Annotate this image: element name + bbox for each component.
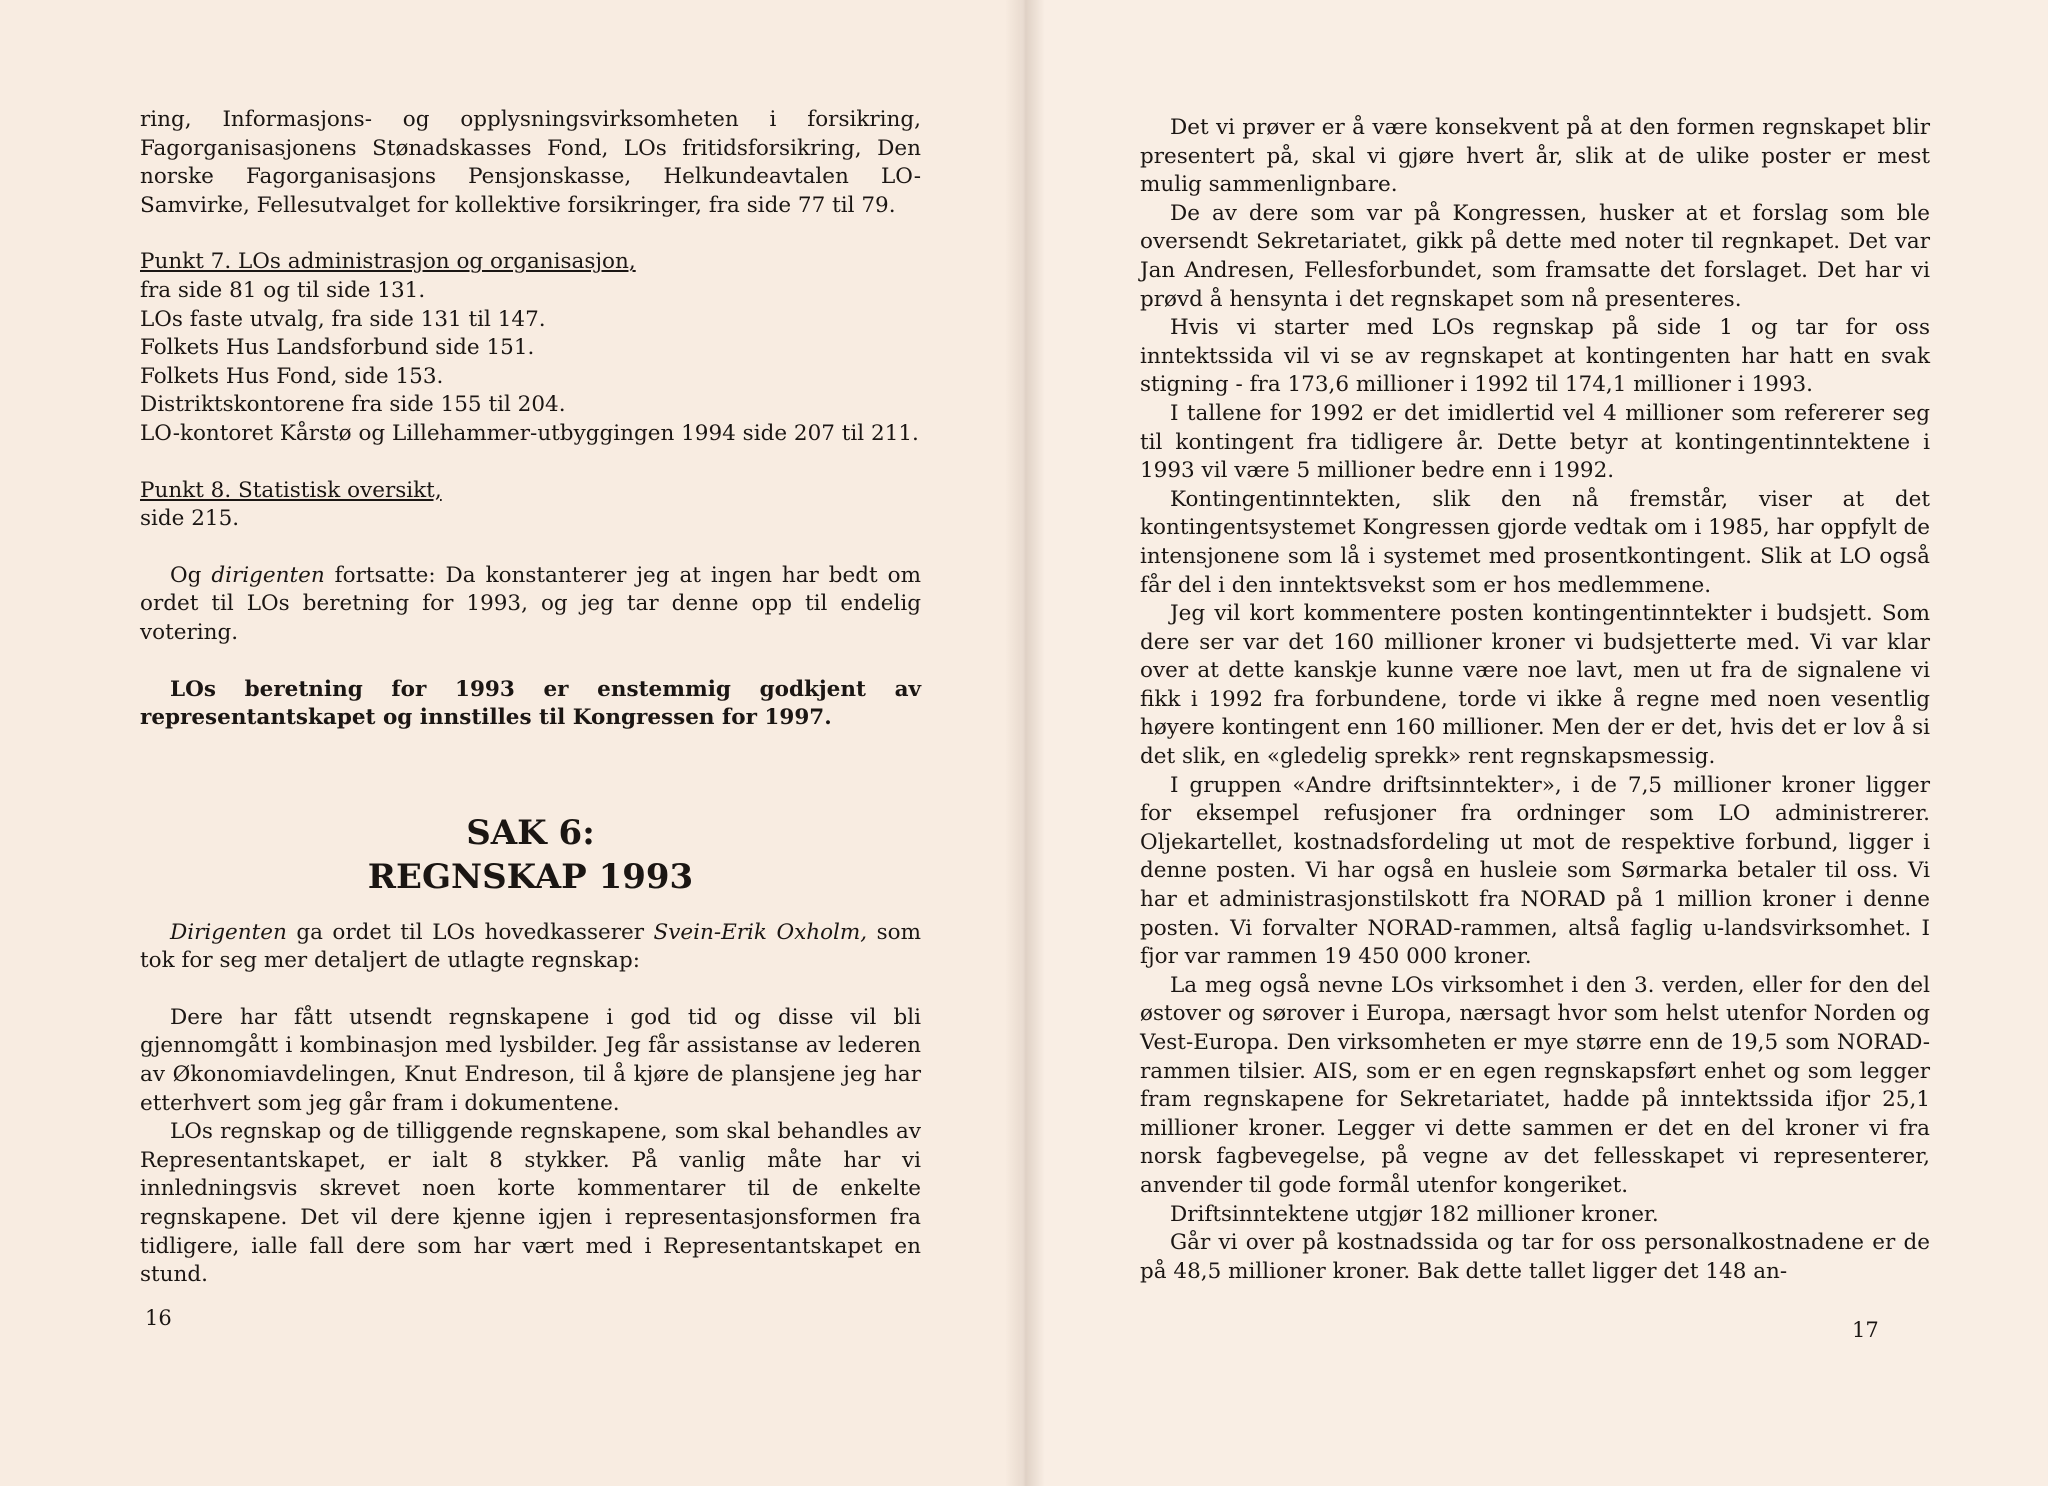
spacer (140, 648, 921, 676)
paragraph: Går vi over på kostnadssida og tar for oss personalkostnadene er de på 48,5 millioner kroner. Bak dette tallet ligger det 148 an- (1140, 1230, 1930, 1284)
spacer (140, 733, 921, 811)
dirigent-paragraph (140, 562, 921, 648)
sak-heading: SAK 6: (466, 812, 595, 853)
punkt8-heading: Punkt 8. Statistisk oversikt, (140, 477, 442, 503)
oxholm-rest: som tok for seg mer detaljert de utlagte regnskap: (140, 919, 922, 974)
paragraph: Driftsinntektene utgjør 182 millioner kroner. (1170, 1201, 1659, 1227)
right-text-column (1140, 114, 1930, 1286)
dirigent-rest: fortsatte: Da konstanterer jeg at ingen har bedt om ordet til LOs beretning for 1993, og jeg tar denne opp til endelig votering. (140, 562, 921, 645)
oxholm-paragraph (140, 919, 921, 976)
paragraph: De av dere som var på Kongressen, husker at et forslag som ble oversendt Sekretariatet, gikk på dette med noter til regnkapet. Det var Jan Andresen, Fellesforbundet, som framsatte det forslaget. Det har vi prøvd å hensynta i det regnskapet som nå presenteres. (1140, 200, 1930, 312)
paragraph: Kontingentinntekten, slik den nå fremstår, viser at det kontingentsystemet Kongressen gjorde vedtak om i 1985, har oppfylt de intensjonene som lå i systemet med prosentkontingent. Slik at LO også får del i den inntektsvekst som er hos medlemmene. (1140, 486, 1930, 598)
paragraph: I tallene for 1992 er det imidlertid vel 4 millioner som refererer seg til kontingent fra tidligere år. Dette betyr at kontingentinntektene i 1993 vil være 5 millioner bedre enn i 1992. (1140, 400, 1930, 484)
punkt7-line: Folkets Hus Fond, side 153. (140, 363, 444, 389)
resolution-paragraph: LOs beretning for 1993 er enstemmig godkjent av representantskapet og innstilles til Kongressen for 1997. (140, 676, 921, 731)
punkt7-line: fra side 81 og til side 131. (140, 277, 426, 303)
page-number-left: 16 (145, 1306, 172, 1330)
page-number-right: 17 (1852, 1318, 1879, 1342)
punkt8-line: side 215. (140, 506, 240, 532)
paragraph-los-regnskap: LOs regnskap og de tilliggende regnskapene, som skal behandles av Representantskapet, er ialt 8 stykker. På vanlig måte har vi innledningsvis skrevet noen korte kommentarer til de enkelte regnskapene. Det vil dere kjenne igjen i representasjonsformen fra tidligere, ialle fall dere som har vært med i Representantskapet en stund. (140, 1119, 921, 1288)
dirigenten-italic: Dirigenten (170, 919, 287, 945)
punkt7-line: LO-kontoret Kårstø og Lillehammer-utbyggingen 1994 side 207 til 211. (140, 420, 919, 446)
left-text-column (140, 106, 921, 1290)
left-page (0, 0, 1020, 1486)
sak-title: REGNSKAP 1993 (367, 856, 694, 897)
intro-paragraph: ring, Informasjons- og opplysningsvirksomheten i forsikring, Fagorganisasjonens Stønadskasses Fond, LOs fritidsforsikring, Den norske Fagorganisasjons Pensjonskasse, Helkundeavtalen LO-Samvirke, Fellesutvalget for kollektive forsikringer, fra side 77 til 79. (140, 107, 921, 218)
punkt7-line: Folkets Hus Landsforbund side 151. (140, 335, 535, 361)
paragraph: Jeg vil kort kommentere posten kontingentinntekter i budsjett. Som dere ser var det 160 millioner kroner vi budsjetterte med. Vi var klar over at dette kanskje kunne være noe lavt, men ut fra de signalene vi fikk i 1992 fra forbundene, torde vi ikke å regne med noen vesentlig høyere kontingent enn 160 millioner. Men der er det, hvis det er lov å si det slik, en «gledelig sprekk» rent regnskapsmessig. (1140, 601, 1930, 770)
punkt7-heading: Punkt 7. LOs administrasjon og organisasjon, (140, 249, 636, 275)
paragraph: La meg også nevne LOs virksomhet i den 3. verden, eller for den del østover og sørover i Europa, nærsagt hvor som helst utenfor Norden og Vest-Europa. Den virksomheten er mye større enn de 19,5 som NORAD-rammen tilsier. AIS, som er en egen regnskapsført enhet og som legger fram regnskapene for Sekretariatet, hadde på inntektssida ifjor 25,1 millioner kroner. Legger vi dette sammen er det en del kroner vi fra norsk fagbevegelse, på vegne av det fellesskapet vi representerer, anvender til gode formål utenfor kongeriket. (1140, 972, 1930, 1198)
right-page (1020, 0, 2048, 1486)
paragraph-dere: Dere har fått utsendt regnskapene i god tid og disse vil bli gjennomgått i kombinasjon med lysbilder. Jeg får assistanse av lederen av Økonomiavdelingen, Knut Endreson, til å kjøre de plansjene jeg har etterhvert som jeg går fram i dokumentene. (140, 1004, 921, 1116)
spacer (140, 220, 921, 248)
paragraph: I gruppen «Andre driftsinntekter», i de 7,5 millioner kroner ligger for eksempel refusjoner fra ordninger som LO administrerer. Oljekartellet, kostnadsfordeling ut mot de respektive forbund, ligger i denne posten. Vi har også en husleie som Sørmarka betaler til oss. Vi har et administrasjonstilskott fra NORAD på 1 million kroner i denne posten. Vi forvalter NORAD-rammen, altså faglig u-landsvirksomhet. I fjor var rammen 19 450 000 kroner. (1140, 772, 1930, 970)
spacer (140, 899, 921, 919)
oxholm-mid: ga ordet til LOs hovedkasserer (286, 919, 654, 945)
dirigent-italic: dirigenten (211, 562, 325, 588)
dirigent-prefix: Og (170, 562, 212, 588)
speaker-name: Svein-Erik Oxholm, (653, 919, 868, 945)
punkt7-line: LOs faste utvalg, fra side 131 til 147. (140, 306, 546, 332)
paragraph: Hvis vi starter med LOs regnskap på side 1 og tar for oss inntektssida vil vi se av regnskapet at kontingenten har hatt en svak stigning - fra 173,6 millioner i 1992 til 174,1 millioner i 1993. (1140, 315, 1930, 398)
spacer (140, 449, 921, 477)
spacer (140, 534, 921, 562)
punkt7-line: Distriktskontorene fra side 155 til 204. (140, 392, 566, 418)
spacer (140, 976, 921, 1004)
paragraph: Det vi prøver er å være konsekvent på at den formen regnskapet blir presentert på, skal vi gjøre hvert år, slik at de ulike poster er mest mulig sammenlignbare. (1140, 115, 1930, 198)
